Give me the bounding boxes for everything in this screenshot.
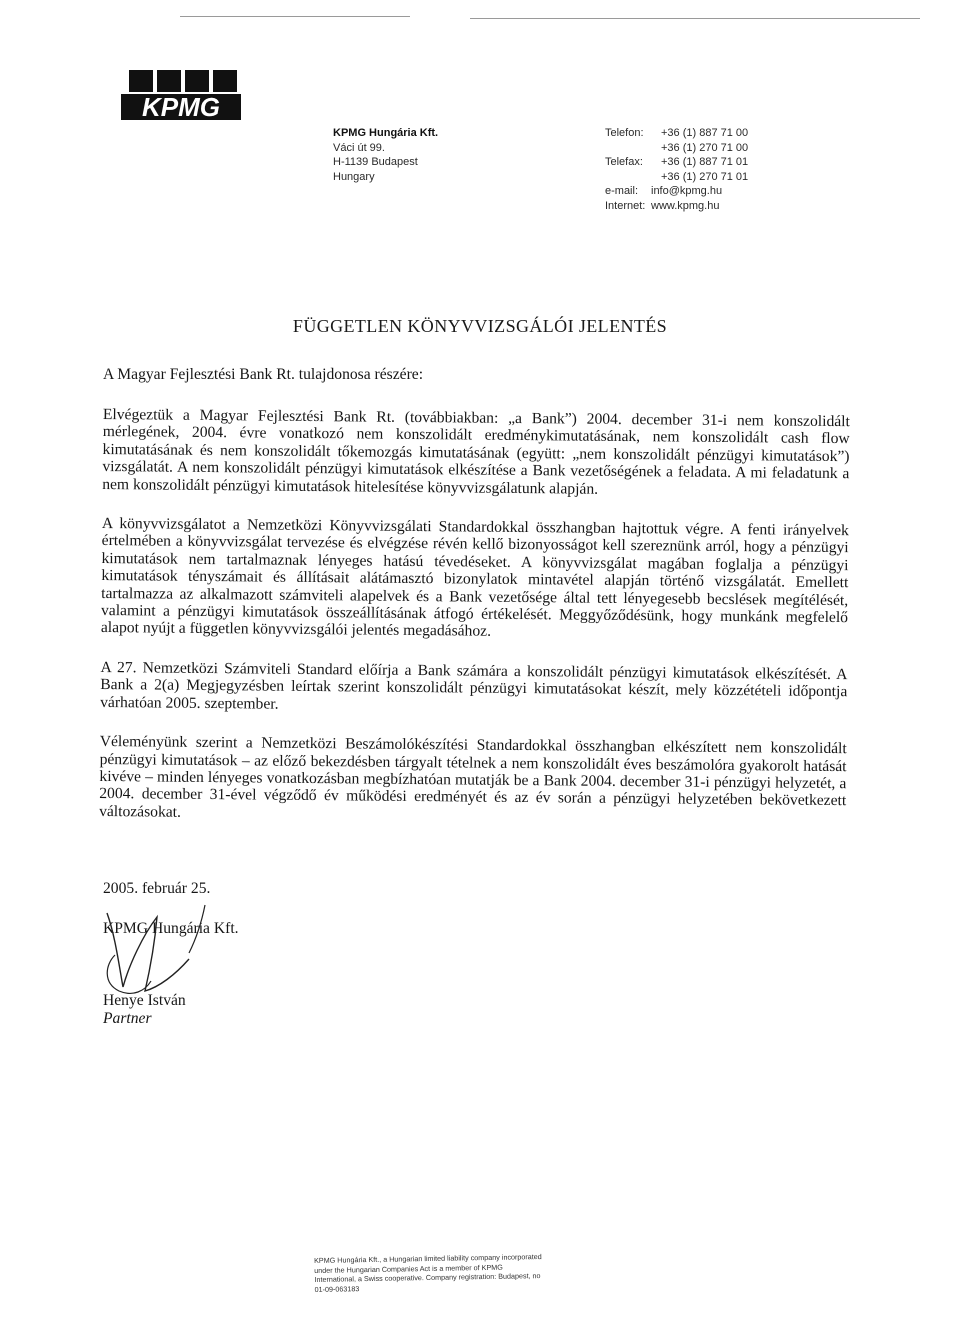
contact-block bbox=[605, 126, 748, 213]
fax-value: +36 (1) 887 71 01 bbox=[661, 156, 749, 168]
phone-value: +36 (1) 887 71 00 bbox=[661, 127, 749, 139]
email-label: e-mail: bbox=[605, 185, 639, 197]
paragraph-consolidation: A 27. Nemzetközi Számviteli Standard előírja a Bank számára a konszolidált pénzügyi kimutatások elkészítését. A Bank a 2(a) Megjegyzésben leírtak szerint konszolidált pénzügyi kimutatásokat készít, mely közzétételi időpontja várhatóan 2005. szeptember. bbox=[100, 658, 848, 713]
paragraph-basis: A könyvvizsgálatot a Nemzetközi Könyvvizsgálati Standardokkal összhangban hajtottuk végre. A fenti irányelvek értelmében a könyvvizsgálat tervezése és elvégzése révén kellő bizonyosságot kell szereznünk arról, hogy a pénzügyi kimutatások nem tartalmaznak lényeges hatású tévedéseket. A könyvvizsgálat magában foglalja a pénzügyi kimutatások tényszámait és állításait alátámasztó bizonylatok mintavétel alapján történő vizsgálatát. Emellett tartalmazza az alkalmazott számviteli alapelvek és a Bank vezetősége által tett lényegesebb becslések megítélését, valamint a pénzügyi kimutatások összeállításának átfogó értékelését. Meggyőződésünk, hogy munkánk megfelelő alapot nyújt a független könyvvizsgálói jelentés megadásához. bbox=[100, 515, 849, 641]
address-line: Váci út 99. bbox=[333, 141, 385, 154]
document-title: FÜGGETLEN KÖNYVVIZSGÁLÓI JELENTÉS bbox=[292, 316, 668, 336]
report-date: 2005. február 25. bbox=[103, 880, 211, 897]
phone-label: Telefon: bbox=[605, 127, 644, 139]
handwritten-signature bbox=[85, 895, 245, 1005]
internet-label: Internet: bbox=[605, 199, 646, 212]
svg-text:KPMG: KPMG bbox=[142, 92, 220, 122]
company-address bbox=[333, 126, 438, 184]
company-name: KPMG Hungária Kft. bbox=[333, 127, 439, 139]
paragraph-scope: Elvégeztük a Magyar Fejlesztési Bank Rt. (továbbiakban: „a Bank”) 2004. december 31-i nem konszolidált mérlegének, 2004. évre vonatkozó nem konszolidált eredménykimutatásának, nem konszolidált cash flow kimutatásának és nem konszolidált tőkemozgás kimutatásának (együtt: „nem konszolidált pénzügyi kimutatások”) vizsgálatát. A nem konszolidált pénzügyi kimutatások elkészítése a Bank vezetőségének a feladata. A mi feladatunk a nem konszolidált pénzügyi kimutatások hitelesítése könyvvizsgálatunk alapján. bbox=[102, 406, 850, 498]
footer-legal-note: KPMG Hungária Kft., a Hungarian limited liability company incorporated under the Hungarian Companies Act is a member of KPMG International, a Swiss cooperative. Company registration: Budapest, no 01-09-063183 bbox=[314, 1252, 542, 1294]
phone-value-2: +36 (1) 270 71 00 bbox=[661, 141, 749, 154]
address-line: Hungary bbox=[333, 170, 375, 183]
email-value: info@kpmg.hu bbox=[651, 185, 723, 197]
fax-value-2: +36 (1) 270 71 01 bbox=[661, 170, 749, 183]
scan-top-rule-left bbox=[180, 16, 410, 17]
signer-title: Partner bbox=[103, 1010, 152, 1027]
internet-value: www.kpmg.hu bbox=[651, 199, 720, 212]
addressee-line: A Magyar Fejlesztési Bank Rt. tulajdonosa részére: bbox=[103, 366, 424, 383]
scan-top-rule-right bbox=[470, 18, 920, 19]
signing-firm: KPMG Hungária Kft. bbox=[103, 920, 239, 937]
report-body bbox=[99, 406, 850, 849]
address-line: H-1139 Budapest bbox=[333, 156, 418, 168]
kpmg-logo-icon bbox=[117, 70, 245, 124]
fax-label: Telefax: bbox=[605, 156, 643, 168]
signer-name: Henye István bbox=[103, 992, 186, 1009]
paragraph-opinion: Véleményünk szerint a Nemzetközi Beszámolókészítési Standardokkal összhangban elkészített nem konszolidált pénzügyi kimutatások – az előző bekezdésben tárgyalt tételnek a nem konszolidált éves beszámolóra gyakorolt hatását kivéve – minden lényeges vonatkozásban megbízhatóan mutatják be a Bank 2004. december 31-i pénzügyi helyzetét, a 2004. december 31-ével végződő év működési eredményét és az év során a pénzügyi helyzetében bekövetkezett változásokat. bbox=[99, 733, 847, 821]
kpmg-logo bbox=[117, 70, 245, 124]
